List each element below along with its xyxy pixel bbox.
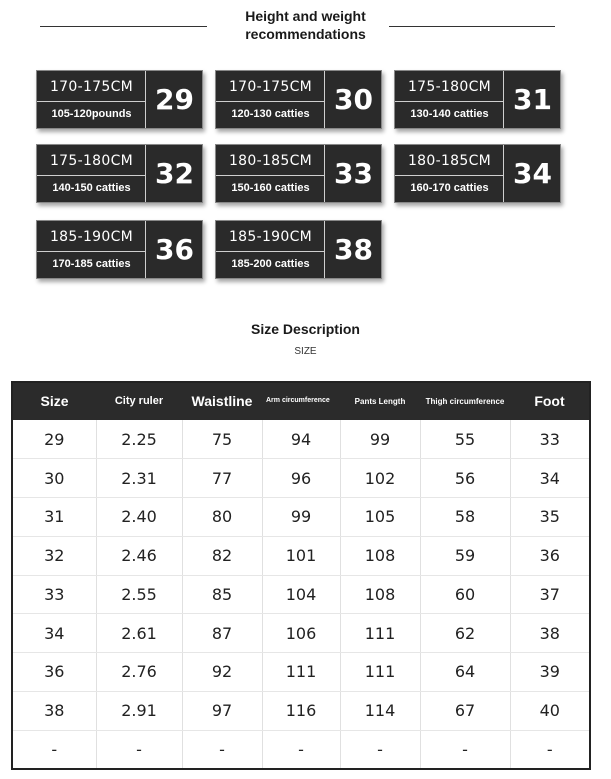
cell-foot: 36 [510,536,590,575]
table-row [12,420,590,459]
cell-foot: 38 [510,614,590,653]
height-weight-title [0,7,611,43]
size-card-29 [36,70,203,129]
cell-city-ruler: 2.31 [96,459,182,498]
table-row [12,653,590,692]
cell-city-ruler: 2.55 [96,575,182,614]
cell-pants-length: 105 [340,498,420,537]
cell-city-ruler: 2.46 [96,536,182,575]
card-size-number: 29 [155,83,194,116]
cell-thigh-circumference: 56 [420,459,510,498]
cell-thigh-circumference: 60 [420,575,510,614]
table-row [12,498,590,537]
card-height-range: 180-185CM [228,153,313,169]
table-row [12,459,590,498]
cell-foot: 33 [510,420,590,459]
card-weight-range: 130-140 catties [410,108,489,120]
size-card-34 [394,144,561,203]
card-height-range: 170-175CM [49,79,134,95]
cell-pants-length: 111 [340,653,420,692]
size-card-32 [36,144,203,203]
table-row [12,536,590,575]
cell-foot: 35 [510,498,590,537]
cell-pants-length: 108 [340,536,420,575]
size-card-31 [394,70,561,129]
card-height-range: 175-180CM [407,79,492,95]
table-row [12,575,590,614]
cell-arm-circumference: 101 [262,536,340,575]
header-city-ruler: City ruler [96,382,182,420]
cell-size: 36 [12,653,96,692]
card-weight-range: 120-130 catties [231,108,310,120]
cell-city-ruler: 2.25 [96,420,182,459]
cell-arm-circumference: 116 [262,691,340,730]
cell-foot: 40 [510,691,590,730]
cell-thigh-circumference: 62 [420,614,510,653]
cell-size: 29 [12,420,96,459]
card-weight-range: 160-170 catties [410,182,489,194]
height-weight-title-line2: recommendations [245,26,366,42]
card-size-number: 32 [155,157,194,190]
header-waistline: Waistline [182,382,262,420]
cell-arm-circumference: - [262,730,340,769]
cell-waistline: 80 [182,498,262,537]
card-height-range: 185-190CM [49,229,134,245]
card-weight-range: 170-185 catties [52,258,131,270]
cell-thigh-circumference: 67 [420,691,510,730]
cell-city-ruler: 2.76 [96,653,182,692]
table-row [12,730,590,769]
cell-foot: - [546,739,553,759]
table-row [12,691,590,730]
card-weight-range: 140-150 catties [52,182,131,194]
title-divider-left [40,26,207,27]
cell-pants-length: 99 [340,420,420,459]
cell-city-ruler: 2.61 [96,614,182,653]
card-size-number: 31 [513,83,552,116]
cell-pants-length: 108 [340,575,420,614]
size-card-30 [215,70,382,129]
size-card-33 [215,144,382,203]
cell-arm-circumference: 99 [262,498,340,537]
cell-size: 34 [12,614,96,653]
card-height-range: 180-185CM [407,153,492,169]
card-weight-range: 105-120pounds [51,108,132,120]
table-row [12,614,590,653]
cell-waistline: 92 [182,653,262,692]
cell-size: 31 [12,498,96,537]
cell-arm-circumference: 94 [262,420,340,459]
cell-size: 30 [12,459,96,498]
header-size: Size [12,382,96,420]
height-weight-title-line1: Height and weight [245,8,366,24]
card-height-range: 175-180CM [49,153,134,169]
card-size-number: 30 [334,83,373,116]
cell-thigh-circumference: - [420,730,510,769]
card-size-number: 34 [513,157,552,190]
card-size-number: 36 [155,233,194,266]
cell-thigh-circumference: 64 [420,653,510,692]
cell-foot: 34 [510,459,590,498]
cell-size: 32 [12,536,96,575]
cell-arm-circumference: 111 [262,653,340,692]
size-card-38 [215,220,382,279]
table-header-row [12,382,590,420]
cell-foot: 39 [510,653,590,692]
card-size-number: 33 [334,157,373,190]
cell-pants-length: - [340,730,420,769]
cell-waistline: - [182,730,262,769]
cell-arm-circumference: 96 [262,459,340,498]
cell-waistline: 87 [182,614,262,653]
card-weight-range: 185-200 catties [231,258,310,270]
cell-pants-length: 114 [340,691,420,730]
cell-pants-length: 111 [340,614,420,653]
cell-foot: 37 [510,575,590,614]
cell-size: 38 [12,691,96,730]
cell-city-ruler: 2.91 [96,691,182,730]
cell-waistline: 75 [182,420,262,459]
cell-thigh-circumference: 59 [420,536,510,575]
cell-city-ruler: - [96,730,182,769]
cell-arm-circumference: 106 [262,614,340,653]
size-card-36 [36,220,203,279]
size-description-subtitle: SIZE [294,346,317,357]
cell-thigh-circumference: 58 [420,498,510,537]
cell-pants-length: 102 [340,459,420,498]
cell-arm-circumference: 104 [262,575,340,614]
cell-city-ruler: 2.40 [96,498,182,537]
title-divider-right [389,26,555,27]
header-foot: Foot [510,382,590,420]
size-description-title: Size Description [251,321,360,337]
cell-thigh-circumference: 55 [420,420,510,459]
cell-size: 33 [12,575,96,614]
card-height-range: 170-175CM [228,79,313,95]
header-arm-circumference: Arm circumference [262,382,340,420]
size-table [11,381,591,770]
cell-waistline: 77 [182,459,262,498]
card-size-number: 38 [334,233,373,266]
card-weight-range: 150-160 catties [231,182,310,194]
cell-waistline: 85 [182,575,262,614]
card-height-range: 185-190CM [228,229,313,245]
cell-waistline: 97 [182,691,262,730]
header-pants-length: Pants Length [340,382,420,420]
cell-waistline: 82 [182,536,262,575]
header-thigh-circumference: Thigh circumference [420,382,510,420]
cell-size: - [12,730,96,769]
